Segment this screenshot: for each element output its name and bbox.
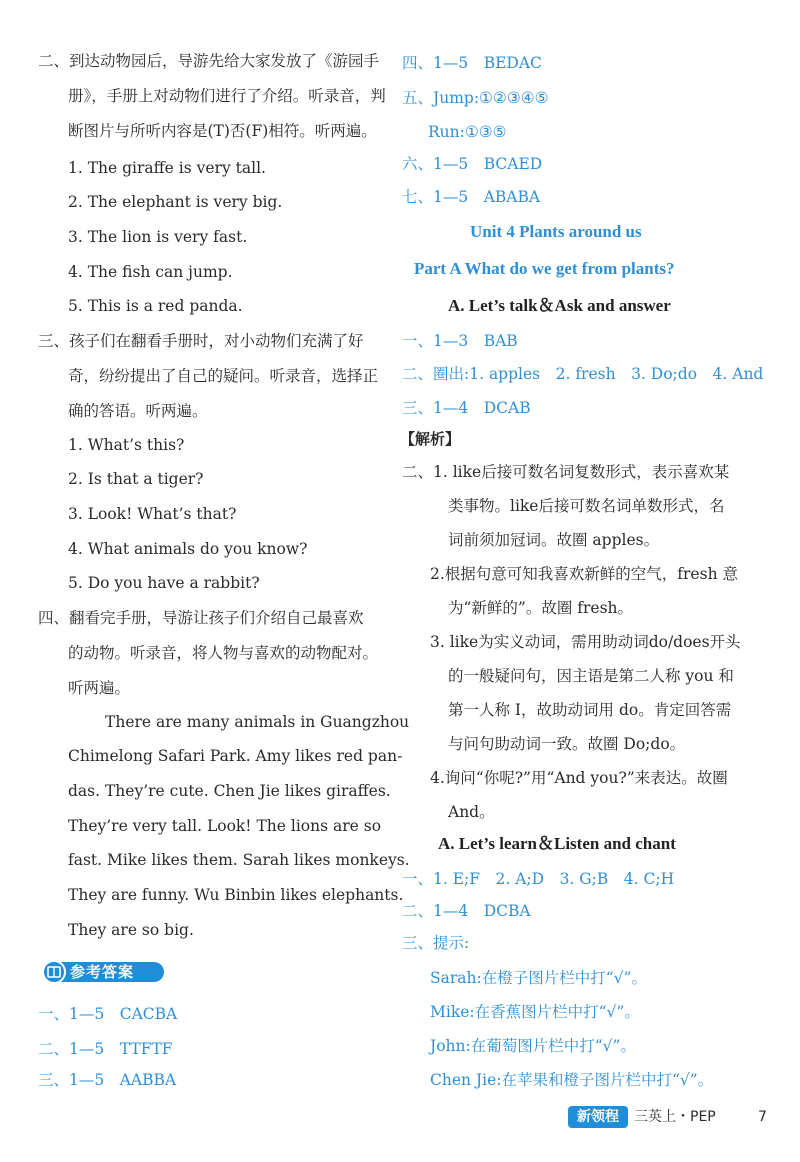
section-2-instruction-line-2: 册》，手册上对动物们进行了介绍。听录音，判 bbox=[68, 87, 386, 105]
answer-key-icon bbox=[42, 960, 66, 984]
section-3-instruction-line-1: 三、孩子们在翻看手册时，对小动物们充满了好 bbox=[38, 332, 364, 350]
analysis-label: 【解析】 bbox=[400, 430, 461, 448]
section-3-instruction-line-3: 确的答语。听两遍。 bbox=[68, 402, 208, 420]
answer-7: 七、1—5 ABABA bbox=[402, 188, 541, 206]
analysis-line-11: And。 bbox=[448, 803, 495, 821]
passage-line-2: Chimelong Safari Park. Amy likes red pan- bbox=[68, 747, 403, 765]
analysis-line-6: 3. like为实义动词，需用助动词do/does开头 bbox=[430, 633, 741, 651]
answer-key-badge bbox=[38, 960, 166, 984]
section-3-item-3: 3. Look! What’s that? bbox=[68, 505, 237, 523]
answer-6: 六、1—5 BCAED bbox=[402, 155, 543, 173]
analysis-line-5: 为“新鲜的”。故圈 fresh。 bbox=[448, 599, 634, 617]
analysis-line-4: 2.根据句意可知我喜欢新鲜的空气，fresh 意 bbox=[430, 565, 738, 583]
passage-line-4: They’re very tall. Look! The lions are so bbox=[68, 817, 382, 835]
passage-line-1: There are many animals in Guangzhou bbox=[105, 713, 410, 731]
talk-answer-3: 三、1—4 DCAB bbox=[402, 399, 531, 417]
analysis-line-8: 第一人称 I，故助动词用 do。肯定回答需 bbox=[448, 701, 732, 719]
footer-book-info: 三英上・PEP bbox=[634, 1109, 716, 1125]
section-2-item-5: 5. This is a red panda. bbox=[68, 297, 243, 315]
analysis-line-3: 词前须加冠词。故圈 apples。 bbox=[448, 531, 660, 549]
analysis-line-2: 类事物。like后接可数名词单数形式，名 bbox=[448, 497, 725, 515]
section-2-instruction-line-3: 断图片与所听内容是(T)否(F)相符。听两遍。 bbox=[68, 122, 377, 140]
section-2-item-4: 4. The fish can jump. bbox=[68, 263, 233, 281]
section-2-item-2: 2. The elephant is very big. bbox=[68, 193, 283, 211]
analysis-line-7: 的一般疑问句，因主语是第二人称 you 和 bbox=[448, 667, 734, 685]
passage-line-7: They are so big. bbox=[68, 921, 194, 939]
part-title: Part A What do we get from plants? bbox=[414, 259, 675, 278]
section-3-item-1: 1. What’s this? bbox=[68, 436, 185, 454]
answer-5-run: Run:①③⑤ bbox=[428, 123, 507, 141]
passage-line-5: fast. Mike likes them. Sarah likes monkeys. bbox=[68, 851, 410, 869]
section-4-instruction-line-1: 四、翻看完手册，导游让孩子们介绍自己最喜欢 bbox=[38, 609, 364, 627]
section-4-instruction-line-3: 听两遍。 bbox=[68, 679, 131, 697]
section-2-item-3: 3. The lion is very fast. bbox=[68, 228, 248, 246]
footer-brand-logo: 新领程 bbox=[568, 1106, 628, 1128]
passage-line-6: They are funny. Wu Binbin likes elephants. bbox=[68, 886, 404, 904]
section-3-item-2: 2. Is that a tiger? bbox=[68, 470, 204, 488]
learn-hint-sarah: Sarah:在橙子图片栏中打“√”。 bbox=[430, 969, 647, 987]
analysis-line-9: 与问句助动词一致。故圈 Do;do。 bbox=[448, 735, 686, 753]
answer-4: 四、1—5 BEDAC bbox=[402, 54, 542, 72]
answer-5-jump: 五、Jump:①②③④⑤ bbox=[402, 89, 549, 107]
section-4-instruction-line-2: 的动物。听录音，将人物与喜欢的动物配对。 bbox=[68, 644, 379, 662]
page-number: 7 bbox=[758, 1109, 767, 1125]
learn-answer-3-hint: 三、提示: bbox=[402, 934, 470, 952]
unit-title: Unit 4 Plants around us bbox=[470, 222, 642, 241]
analysis-line-10: 4.询问“你呢?”用“And you?”来表达。故圈 bbox=[430, 769, 728, 787]
answer-key-label: 参考答案 bbox=[70, 963, 135, 981]
talk-answer-2: 二、圈出:1. apples 2. fresh 3. Do;do 4. And bbox=[402, 365, 764, 383]
answer-2: 二、1—5 TTFTF bbox=[38, 1040, 173, 1058]
talk-answer-1: 一、1—3 BAB bbox=[402, 332, 518, 350]
learn-hint-chen-jie: Chen Jie:在苹果和橙子图片栏中打“√”。 bbox=[430, 1071, 714, 1089]
passage-line-3: das. They’re cute. Chen Jie likes giraffes. bbox=[68, 782, 391, 800]
section-3-instruction-line-2: 奇，纷纷提出了自己的疑问。听录音，选择正 bbox=[68, 367, 379, 385]
section-2-item-1: 1. The giraffe is very tall. bbox=[68, 159, 266, 177]
learn-answer-2: 二、1—4 DCBA bbox=[402, 902, 531, 920]
analysis-line-1: 二、1. like后接可数名词复数形式，表示喜欢某 bbox=[402, 463, 730, 481]
section-3-item-4: 4. What animals do you know? bbox=[68, 540, 308, 558]
answer-1: 一、1—5 CACBA bbox=[38, 1005, 178, 1023]
section-learn-title: A. Let’s learn＆Listen and chant bbox=[438, 834, 676, 853]
section-talk-title: A. Let’s talk＆Ask and answer bbox=[448, 296, 671, 315]
learn-answer-1: 一、1. E;F 2. A;D 3. G;B 4. C;H bbox=[402, 870, 675, 888]
section-2-instruction-line-1: 二、到达动物园后，导游先给大家发放了《游园手 bbox=[38, 52, 380, 70]
learn-hint-john: John:在葡萄图片栏中打“√”。 bbox=[430, 1037, 636, 1055]
section-3-item-5: 5. Do you have a rabbit? bbox=[68, 574, 260, 592]
learn-hint-mike: Mike:在香蕉图片栏中打“√”。 bbox=[430, 1003, 640, 1021]
answer-3: 三、1—5 AABBA bbox=[38, 1071, 177, 1089]
